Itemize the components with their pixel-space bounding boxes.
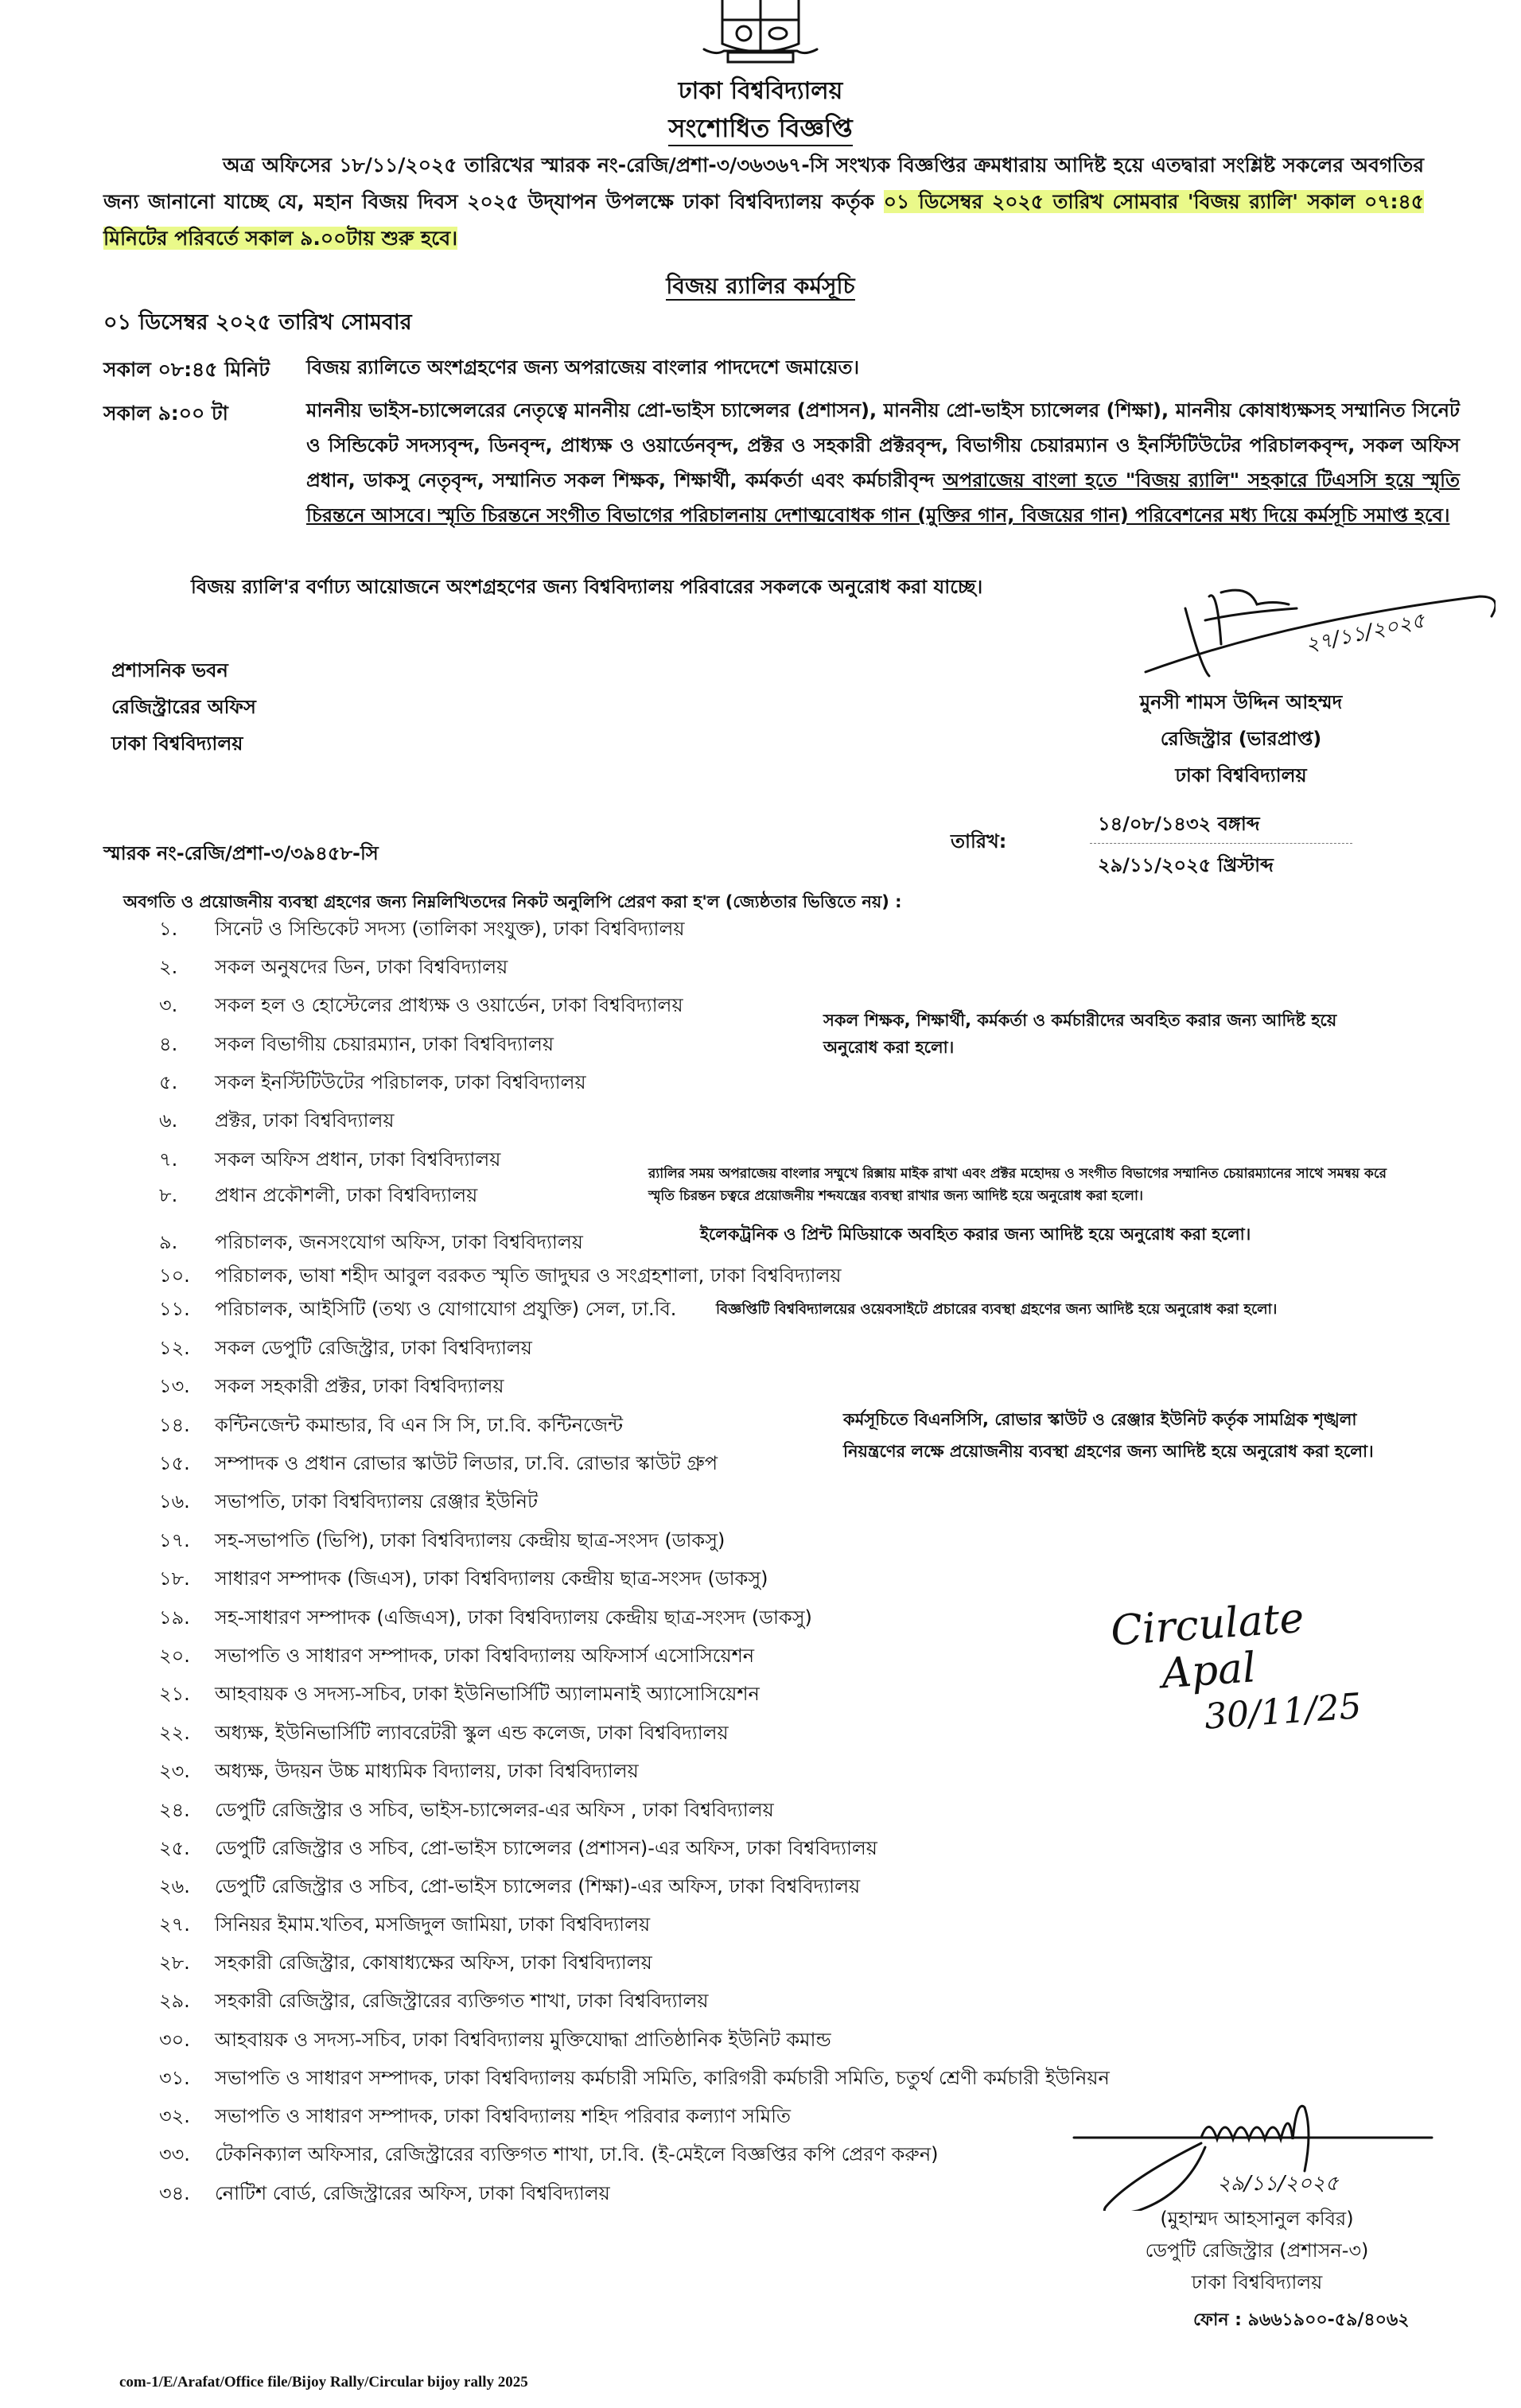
cc-list-number: ২. (159, 956, 178, 978)
signatory-name: (মুহাম্মদ আহসানুল কবির) (1160, 2208, 1354, 2230)
cc-list-item (159, 1603, 812, 1635)
cc-list-number: ১৩. (159, 1375, 190, 1397)
cc-list-number: ২০. (159, 1645, 190, 1667)
cc-list-item (159, 1948, 652, 1980)
cc-list-text: ডেপুটি রেজিস্ট্রার ও সচিব, প্রো-ভাইস চ্যান্সেলর (প্রশাসন)-এর অফিস, ঢাকা বিশ্ববিদ্যালয় (215, 1837, 877, 1859)
side-note-item-11: বিজ্ঞপ্তিটি বিশ্ববিদ্যালয়ের ওয়েবসাইটে প্রচারের ব্যবস্থা গ্রহণের জন্য আদিষ্ট হয়ে অনুরোধ করা হলো। (716, 1301, 1278, 1318)
cc-list-number: ১৭. (159, 1529, 190, 1552)
cc-list-number: ৭. (159, 1148, 178, 1171)
cc-list-item (159, 1068, 586, 1100)
cc-list-number: ২৯. (159, 1990, 190, 2012)
cc-list-text: সভাপতি, ঢাকা বিশ্ববিদ্যালয় রেঞ্জার ইউনিট (215, 1490, 539, 1513)
cc-list-item (159, 1334, 532, 1365)
handwritten-date: 30/11/25 (1203, 1686, 1363, 1738)
cc-list-text: সকল অনুষদের ডিন, ঢাকা বিশ্ববিদ্যালয় (215, 956, 508, 978)
cc-list-number: ৩৪. (159, 2182, 190, 2204)
cc-list-number: ২৫. (159, 1837, 190, 1859)
cc-list-number: ৩. (159, 994, 178, 1016)
cc-list-text: সহকারী রেজিস্ট্রার, কোষাধ্যক্ষের অফিস, ঢাকা বিশ্ববিদ্যালয় (215, 1952, 652, 1974)
cc-list-text: সভাপতি ও সাধারণ সম্পাদক, ঢাকা বিশ্ববিদ্যালয় কর্মচারী সমিতি, কারিগরী কর্মচারী সমিতি, চতুর্থ শ্রেণী কর্মচারী ইউনিয়ন (215, 2067, 1110, 2089)
cc-list-text: ডেপুটি রেজিস্ট্রার ও সচিব, ভাইস-চ্যান্সেলর-এর অফিস , ঢাকা বিশ্ববিদ্যালয় (215, 1799, 774, 1821)
cc-list-number: ২১. (159, 1683, 190, 1705)
cc-list-number: ২৪. (159, 1799, 190, 1821)
cc-list-number: ১৫. (159, 1452, 190, 1474)
cc-list-text: ডেপুটি রেজিস্ট্রার ও সচিব, প্রো-ভাইস চ্যান্সেলর (শিক্ষা)-এর অফিস, ঢাকা বিশ্ববিদ্যালয় (215, 1875, 861, 1897)
cc-list-item (159, 1680, 760, 1711)
cc-list-item (159, 915, 685, 946)
date-divider (1090, 843, 1352, 844)
side-note-items-14-16: কর্মসূচিতে বিএনসিসি, রোভার স্কাউট ও রেঞ্জার ইউনিট কর্তৃক সামগ্রিক শৃঙ্খলা নিয়ন্ত্রণের লক্ষে প্রয়োজনীয় ব্যবস্থা গ্রহণের জন্য আদিষ্ট হয়ে অনুরোধ করা হলো। (843, 1410, 1374, 1461)
cc-list-item (159, 991, 683, 1023)
notice-body-text: অত্র অফিসের ১৮/১১/২০২৫ তারিখের স্মারক নং-রেজি/প্রশা-৩/৩৬৩৬৭-সি সংখ্যক বিজ্ঞপ্তির ক্রমধারায় আদিষ্ট হয়ে এতদ্বারা সংশ্লিষ্ট সকলের অবগতির জন্য জানানো যাচ্ছে যে, মহান বিজয় দিবস ২০২৫ উদ্‌যাপন উপলক্ষে ঢাকা বিশ্ববিদ্যালয় কর্তৃক (103, 153, 1424, 213)
signatory-designation: ডেপুটি রেজিস্ট্রার (প্রশাসন-৩) (1145, 2239, 1369, 2262)
cc-list-text: সকল ডেপুটি রেজিস্ট্রার, ঢাকা বিশ্ববিদ্যালয় (215, 1337, 532, 1359)
cc-list-item (159, 1987, 709, 2018)
signatory-org: ঢাকা বিশ্ববিদ্যালয় (1175, 764, 1307, 786)
cc-list-number: ১৯. (159, 1606, 190, 1629)
cc-list-item (159, 1261, 842, 1293)
cc-list-item (159, 1449, 718, 1481)
schedule-text-2-underlined: অপরাজেয় বাংলা হতে "বিজয় র‍্যালি" সহকারে টিএসসি হয়ে স্মৃতি চিরন্তনে আসবে। স্মৃতি চিরন্তনে সংগীত বিভাগের পরিচালনায় দেশাত্মবোধক গান (মুক্তির গান, বিজয়ের গান) পরিবেশনের মধ্য দিয়ে কর্মসূচি সমাপ্ত হবে। (306, 469, 1460, 526)
schedule-text-2: মাননীয় ভাইস-চ্যান্সেলরের নেতৃত্বে মাননীয় প্রো-ভাইস চ্যান্সেলর (প্রশাসন), মাননীয় প্রো-ভাইস চ্যান্সেলর (শিক্ষা), মাননীয় কোষাধ্যক্ষসহ সম্মানিত সিনেট ও সিন্ডিকেট সদস্যবৃন্দ, ডিনবৃন্দ, প্রাধ্যক্ষ ও ওয়ার্ডেনবৃন্দ, প্রক্টর ও সহকারী প্রক্টরবৃন্দ, বিভাগীয় চেয়ারম্যান ও ইনস্টিটিউটের পরিচালকবৃন্দ, সকল অফিস প্রধান, ডাকসু নেতৃবৃন্দ, সম্মানিত সকল শিক্ষক, শিক্ষার্থী, কর্মকর্তা এবং কর্মচারীবৃন্দ অপরাজেয় বাংলা হতে "বিজয় র‍্যালি" সহকারে টিএসসি হয়ে স্মৃতি চিরন্তনে আসবে। স্মৃতি চিরন্তনে সংগীত বিভাগের পরিচালনায় দেশাত্মবোধক গান (মুক্তির গান, বিজয়ের গান) পরিবেশনের মধ্য দিয়ে কর্মসূচি সমাপ্ত হবে। (306, 399, 1460, 526)
signatory-org: ঢাকা বিশ্ববিদ্যালয় (1191, 2271, 1323, 2293)
cc-list-item (159, 1719, 729, 1750)
cc-list-item (159, 2179, 610, 2211)
cc-list-number: ১৮. (159, 1567, 190, 1590)
cc-list-text: সকল ইনস্টিটিউটের পরিচালক, ঢাকা বিশ্ববিদ্যালয় (215, 1071, 586, 1093)
cc-list-text: পরিচালক, আইসিটি (তথ্য ও যোগাযোগ প্রযুক্তি) সেল, ঢা.বি. (215, 1298, 677, 1320)
memo-number: স্মারক নং-রেজি/প্রশা-৩/৩৯৪৫৮-সি (103, 842, 379, 864)
cc-list-text: সাধারণ সম্পাদক (জিএস), ঢাকা বিশ্ববিদ্যালয় কেন্দ্রীয় ছাত্র-সংসদ (ডাকসু) (215, 1567, 768, 1590)
cc-list-item (159, 1030, 554, 1062)
cc-list-number: ১৬. (159, 1490, 190, 1513)
cc-list-number: ৮. (159, 1184, 178, 1206)
university-name: ঢাকা বিশ্ববিদ্যালয় (678, 77, 843, 105)
office-address (111, 652, 256, 762)
cc-list-text: প্রক্টর, ঢাকা বিশ্ববিদ্যালয় (215, 1109, 395, 1132)
cc-list-number: ১. (159, 918, 178, 940)
cc-list-item (159, 953, 508, 985)
cc-list-number: ৩৩. (159, 2143, 190, 2165)
cc-list-number: ৬. (159, 1109, 178, 1132)
cc-list-item (159, 1487, 538, 1519)
cc-list-item (159, 2025, 831, 2057)
cc-list-text: সহকারী রেজিস্ট্রার, রেজিস্ট্রারের ব্যক্তিগত শাখা, ঢাকা বিশ্ববিদ্যালয় (215, 1990, 709, 2012)
cc-list-text: সকল সহকারী প্রক্টর, ঢাকা বিশ্ববিদ্যালয় (215, 1375, 504, 1397)
signatory-deputy-registrar (1090, 2203, 1424, 2298)
schedule-text-1: বিজয় র‍্যালিতে অংশগ্রহণের জন্য অপরাজেয় বাংলার পাদদেশে জমায়েত। (306, 356, 860, 379)
date-gregorian: ২৯/১১/২০২৫ খ্রিস্টাব্দ (1098, 854, 1274, 876)
cc-list-text: পরিচালক, জনসংযোগ অফিস, ঢাকা বিশ্ববিদ্যালয় (215, 1231, 583, 1253)
university-crest-icon (700, 0, 821, 64)
notice-body (103, 147, 1424, 257)
cc-list-text: সভাপতি ও সাধারণ সম্পাদক, ঢাকা বিশ্ববিদ্যালয় অফিসার্স এসোসিয়েশন (215, 1645, 755, 1667)
phone-number: ফোন : ৯৬৬১৯০০-৫৯/৪০৬২ (1193, 2310, 1410, 2330)
cc-list-text: সকল অফিস প্রধান, ঢাকা বিশ্ববিদ্যালয় (215, 1148, 501, 1171)
cc-list-text: সকল হল ও হোস্টেলের প্রাধ্যক্ষ ও ওয়ার্ডেন, ঢাকা বিশ্ববিদ্যালয় (215, 994, 683, 1016)
cc-list-number: ১৪. (159, 1414, 190, 1436)
cc-list-number: ২৩. (159, 1760, 190, 1782)
cc-list-text: সিনিয়র ইমাম.খতিব, মসজিদুল জামিয়া, ঢাকা বিশ্ববিদ্যালয় (215, 1913, 651, 1936)
cc-list-number: ১১. (159, 1298, 190, 1320)
cc-list-text: সম্পাদক ও প্রধান রোভার স্কাউট লিডার, ঢা.বি. রোভার স্কাউট গ্রুপ (215, 1452, 718, 1474)
cc-list-number: ২৭. (159, 1913, 190, 1936)
cc-list-item (159, 1106, 394, 1138)
cc-list-item (159, 1295, 676, 1326)
office-address-line: রেজিস্ট্রারের অফিস (111, 696, 256, 718)
side-note-item-8: র‍্যালির সময় অপরাজেয় বাংলার সম্মুখে রিক্সায় মাইক রাখা এবং প্রক্টর মহোদয় ও সংগীত বিভাগের সম্মানিত চেয়ারম্যানের সাথে সমন্বয় করে স্মৃতি চিরন্তন চত্বরে প্রয়োজনীয় শব্দযন্ত্রের ব্যবস্থা রাখার জন্য আদিষ্ট হয়ে অনুরোধ করা হলো। (648, 1166, 1387, 1204)
cc-list-number: ৩০. (159, 2029, 190, 2051)
cc-list-number: ১০. (159, 1264, 190, 1287)
cc-list-text: প্রধান প্রকৌশলী, ঢাকা বিশ্ববিদ্যালয় (215, 1184, 478, 1206)
file-path-footer: com-1/E/Arafat/Office file/Bijoy Rally/Circular bijoy rally 2025 (119, 2374, 528, 2391)
cc-list-item (159, 1181, 477, 1213)
side-note-items-1-7: সকল শিক্ষক, শিক্ষার্থী, কর্মকর্তা ও কর্মচারীদের অবহিত করার জন্য আদিষ্ট হয়ে অনুরোধ করা হলো। (823, 1011, 1337, 1057)
schedule-time-2: সকাল ৯:০০ টা (103, 402, 228, 425)
cc-list-text: সিনেট ও সিন্ডিকেট সদস্য (তালিকা সংযুক্ত), ঢাকা বিশ্ববিদ্যালয় (215, 918, 685, 940)
schedule-time-1: সকাল ০৮:৪৫ মিনিট (103, 358, 270, 381)
cc-list-item (159, 2102, 791, 2134)
cc-list-item (159, 1796, 774, 1827)
notice-highlight: ০১ ডিসেম্বর ২০২৫ তারিখ সোমবার 'বিজয় র‍্যালি' সকাল ০৭:৪৫ মিনিটের পরিবর্তে সকাল ৯.০০টায় শুরু হবে। (103, 190, 1424, 250)
signatory-designation: রেজিস্ট্রার (ভারপ্রাপ্ত) (1160, 728, 1322, 750)
cc-list-item (159, 1228, 583, 1260)
cc-list-text: আহবায়ক ও সদস্য-সচিব, ঢাকা বিশ্ববিদ্যালয় মুক্তিযোদ্ধা প্রাতিষ্ঠানিক ইউনিট কমান্ড (215, 2029, 831, 2051)
cc-list-number: ৩১. (159, 2067, 190, 2089)
cc-list-text: আহবায়ক ও সদস্য-সচিব, ঢাকা ইউনিভার্সিটি অ্যালামনাই অ্যাসোসিয়েশন (215, 1683, 760, 1705)
handwritten-circulate-note (1109, 1589, 1404, 1747)
cc-list-item (159, 1145, 500, 1177)
cc-list-item (159, 1872, 860, 1904)
cc-list-text: অধ্যক্ষ, ইউনিভার্সিটি ল্যাবরেটরী স্কুল এন্ড কলেজ, ঢাকা বিশ্ববিদ্যালয় (215, 1722, 729, 1744)
date-label: তারিখ: (951, 830, 1007, 853)
cc-list-number: ২৮. (159, 1952, 190, 1974)
cc-list-text: টেকনিক্যাল অফিসার, রেজিস্ট্রারের ব্যক্তিগত শাখা, ঢা.বি. (ই-মেইলে বিজ্ঞপ্তির কপি প্রেরণ করুন) (215, 2143, 939, 2165)
notice-title: সংশোধিত বিজ্ঞপ্তি (0, 108, 1521, 151)
signatory-registrar (1098, 684, 1384, 794)
cc-list-text: সকল বিভাগীয় চেয়ারম্যান, ঢাকা বিশ্ববিদ্যালয় (215, 1033, 554, 1055)
office-address-line: ঢাকা বিশ্ববিদ্যালয় (111, 732, 243, 755)
cc-list-text: সভাপতি ও সাধারণ সম্পাদক, ঢাকা বিশ্ববিদ্যালয় শহিদ পরিবার কল্যাণ সমিতি (215, 2105, 791, 2127)
cc-list-number: ২৬. (159, 1875, 190, 1897)
cc-list-text: পরিচালক, ভাষা শহীদ আবুল বরকত স্মৃতি জাদুঘর ও সংগ্রহশালা, ঢাকা বিশ্ববিদ্যালয় (215, 1264, 842, 1287)
cc-list-item (159, 1526, 725, 1558)
handwritten-line-1: Circulate (1109, 1594, 1306, 1656)
cc-list-number: ১২. (159, 1337, 190, 1359)
cc-list-text: সহ-সাধারণ সম্পাদক (এজিএস), ঢাকা বিশ্ববিদ্যালয় কেন্দ্রীয় ছাত্র-সংসদ (ডাকসু) (215, 1606, 812, 1629)
cc-list-text: নোটিশ বোর্ড, রেজিস্ট্রারের অফিস, ঢাকা বিশ্ববিদ্যালয় (215, 2182, 610, 2204)
program-date: ০১ ডিসেম্বর ২০২৫ তারিখ সোমবার (103, 310, 412, 335)
cc-list-number: ৩২. (159, 2105, 190, 2127)
cc-list-number: ২২. (159, 1722, 190, 1744)
program-title: বিজয় র‍্যালির কর্মসূচি (666, 273, 855, 299)
cc-list-item (159, 2064, 1110, 2095)
date-bangla: ১৪/০৮/১৪৩২ বঙ্গাব্দ (1098, 813, 1260, 835)
signature-date-1: ২৭/১১/২০২৫ (1303, 608, 1427, 658)
cc-intro: অবগতি ও প্রয়োজনীয় ব্যবস্থা গ্রহণের জন্য নিম্নলিখিতদের নিকট অনুলিপি প্রেরণ করা হ'ল (জ্যেষ্ঠতার ভিত্তিতে নয়) : (123, 892, 902, 911)
cc-list-text: কন্টিনজেন্ট কমান্ডার, বি এন সি সি, ঢা.বি. কন্টিনজেন্ট (215, 1414, 624, 1436)
cc-list-number: ৪. (159, 1033, 178, 1055)
cc-list-item (159, 2140, 939, 2172)
appeal-text: বিজয় র‍্যালি'র বর্ণাঢ্য আয়োজনে অংশগ্রহণের জন্য বিশ্ববিদ্যালয় পরিবারের সকলকে অনুরোধ করা যাচ্ছে। (191, 576, 983, 598)
signature-date-2: ২৯/১১/২০২৫ (1217, 2172, 1339, 2196)
signatory-name: মুনসী শামস উদ্দিন আহম্মদ (1139, 691, 1343, 713)
cc-list-item (159, 1372, 504, 1404)
cc-list-item (159, 1411, 623, 1443)
cc-list-number: ৯. (159, 1231, 178, 1253)
cc-list-number: ৫. (159, 1071, 178, 1093)
office-address-line: প্রশাসনিক ভবন (111, 659, 228, 682)
cc-list-text: সহ-সভাপতি (ভিপি), ঢাকা বিশ্ববিদ্যালয় কেন্দ্রীয় ছাত্র-সংসদ (ডাকসু) (215, 1529, 725, 1552)
cc-list-text: অধ্যক্ষ, উদয়ন উচ্চ মাধ্যমিক বিদ্যালয়, ঢাকা বিশ্ববিদ্যালয় (215, 1760, 639, 1782)
cc-list-item (159, 1757, 639, 1789)
cc-list-item (159, 1910, 650, 1942)
cc-list-item (159, 1564, 768, 1596)
cc-list-item (159, 1641, 754, 1673)
handwritten-line-2: Apal (1160, 1644, 1258, 1699)
cc-list-item (159, 1834, 877, 1866)
side-note-item-9: ইলেকট্রনিক ও প্রিন্ট মিডিয়াকে অবহিত করার জন্য আদিষ্ট হয়ে অনুরোধ করা হলো। (700, 1225, 1251, 1244)
